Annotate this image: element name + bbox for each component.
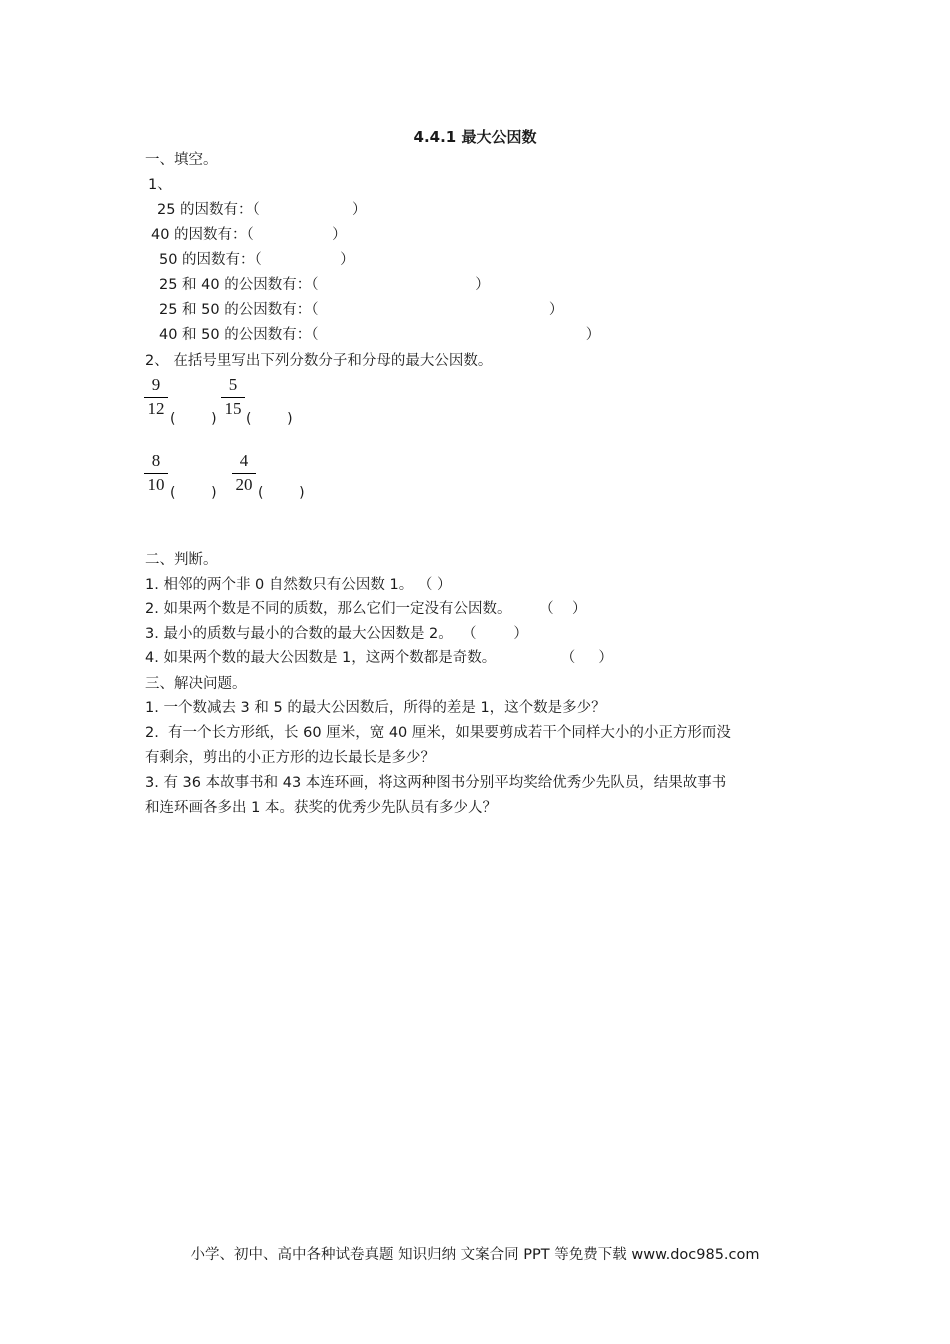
judgement-item-4: 4. 如果两个数的最大公因数是 1，这两个数都是奇数。 （ ） (145, 650, 613, 666)
fraction-denominator: 20 (235, 475, 253, 494)
fraction-numerator: 8 (151, 451, 161, 470)
q1-line-40-50-common: 40 和 50 的公因数有：（ ） (159, 327, 601, 343)
problem-1-text: 1. 一个数减去 3 和 5 的最大公因数后，所得的差是 1，这个数是多少？ (145, 700, 606, 716)
problem-2-text-line-1: 2. 有一个长方形纸，长 60 厘米，宽 40 厘米，如果要剪成若干个同样大小的小正方形而没 (145, 725, 731, 741)
judgement-item-3: 3. 最小的质数与最小的合数的最大公因数是 2。 （ ） (145, 626, 528, 642)
judgement-item-1: 1. 相邻的两个非 0 自然数只有公因数 1。 （ ） (145, 577, 452, 593)
fraction-numerator: 9 (151, 375, 161, 394)
answer-blank: ( ) (246, 411, 293, 427)
question-1-label: 1、 (148, 177, 172, 193)
q1-line-50-factors: 50 的因数有：（ ） (159, 252, 355, 268)
section-1-heading: 一、填空。 (145, 152, 218, 168)
answer-blank: ( ) (258, 485, 305, 501)
problem-3-text-line-2: 和连环画各多出 1 本。获奖的优秀少先队员有多少人？ (145, 800, 497, 816)
fraction-8-10 (142, 450, 170, 496)
answer-blank: ( ) (170, 411, 217, 427)
problem-2-text-line-2: 有剩余，剪出的小正方形的边长最长是多少？ (145, 750, 435, 766)
document-title: 4.4.1 最大公因数 (413, 128, 537, 146)
q1-line-25-50-common: 25 和 50 的公因数有：（ ） (159, 302, 564, 318)
section-3-heading: 三、解决问题。 (145, 676, 247, 692)
answer-blank: ( ) (170, 485, 217, 501)
fraction-5-15 (219, 374, 247, 420)
fraction-denominator: 10 (147, 475, 165, 494)
fraction-numerator: 5 (228, 375, 238, 394)
fraction-numerator: 4 (239, 451, 249, 470)
question-2-text: 2、 在括号里写出下列分数分子和分母的最大公因数。 (145, 353, 493, 369)
fraction-denominator: 12 (147, 399, 165, 418)
fraction-denominator: 15 (224, 399, 242, 418)
problem-3-text-line-1: 3. 有 36 本故事书和 43 本连环画，将这两种图书分别平均奖给优秀少先队员，结果故事书 (145, 775, 727, 791)
fraction-4-20 (230, 450, 258, 496)
section-2-heading: 二、判断。 (145, 552, 218, 568)
q1-line-25-40-common: 25 和 40 的公因数有：（ ） (159, 277, 490, 293)
fraction-9-12 (142, 374, 170, 420)
q1-line-25-factors: 25 的因数有：（ ） (157, 202, 367, 218)
page-footer: 小学、初中、高中各种试卷真题 知识归纳 文案合同 PPT 等免费下载 www.doc985.com (190, 1247, 760, 1263)
judgement-item-2: 2. 如果两个数是不同的质数，那么它们一定没有公因数。 （ ） (145, 601, 587, 617)
q1-line-40-factors: 40 的因数有：（ ） (151, 227, 347, 243)
